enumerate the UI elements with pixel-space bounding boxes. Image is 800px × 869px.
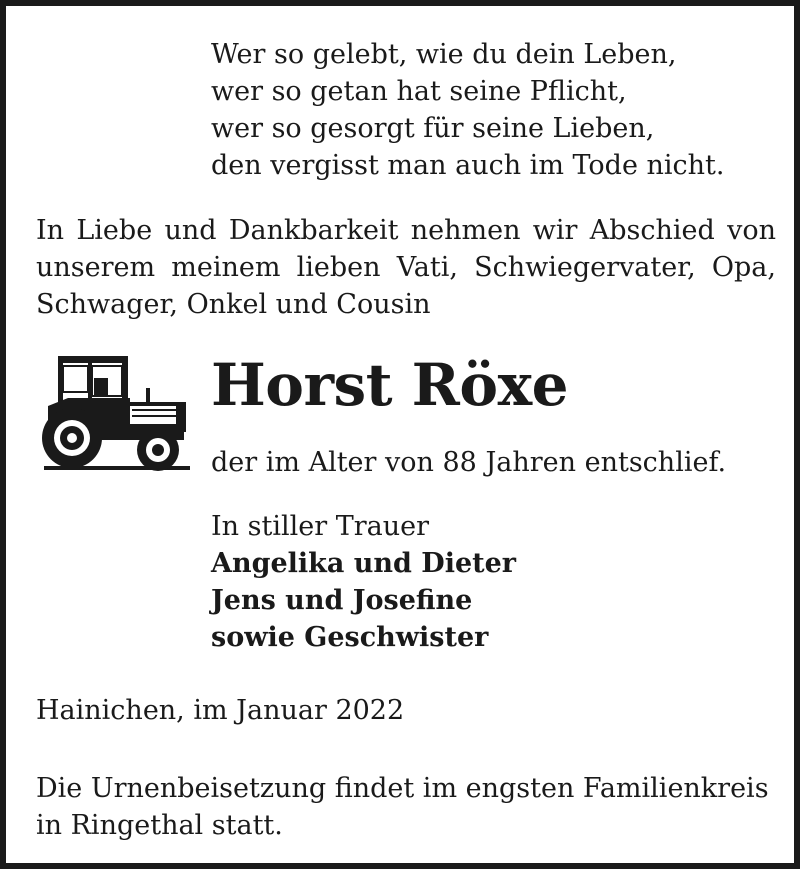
place-and-date: Hainichen, im Januar 2022 <box>36 695 405 726</box>
poem-line: wer so gesorgt für seine Lieben, <box>211 113 655 144</box>
burial-line: Die Urnenbeisetzung findet im engsten Familienkreis <box>36 773 769 804</box>
memorial-poem <box>211 36 725 184</box>
mourning-heading: In stiller Trauer <box>211 511 430 542</box>
mourner-name: Angelika und Dieter <box>211 548 517 579</box>
burial-notice <box>36 770 769 844</box>
age-line: der im Alter von 88 Jahren entschlief. <box>211 447 727 478</box>
burial-line: in Ringethal statt. <box>36 810 283 841</box>
mourner-name: sowie Geschwister <box>211 622 489 653</box>
poem-line: wer so getan hat seine Pflicht, <box>211 76 627 107</box>
intro-line: Schwager, Onkel und Cousin <box>36 289 431 320</box>
tractor-icon <box>38 354 194 478</box>
intro-line: unserem meinem lieben Vati, Schwiegervater, Opa, <box>36 252 776 283</box>
mourners-block <box>211 508 516 656</box>
poem-line: Wer so gelebt, wie du dein Leben, <box>211 39 677 70</box>
mourner-name: Jens und Josefine <box>211 585 473 616</box>
deceased-name: Horst Röxe <box>211 351 569 419</box>
intro-line: In Liebe und Dankbarkeit nehmen wir Abschied von <box>36 215 776 246</box>
farewell-intro <box>36 212 776 323</box>
poem-line: den vergisst man auch im Tode nicht. <box>211 150 725 181</box>
